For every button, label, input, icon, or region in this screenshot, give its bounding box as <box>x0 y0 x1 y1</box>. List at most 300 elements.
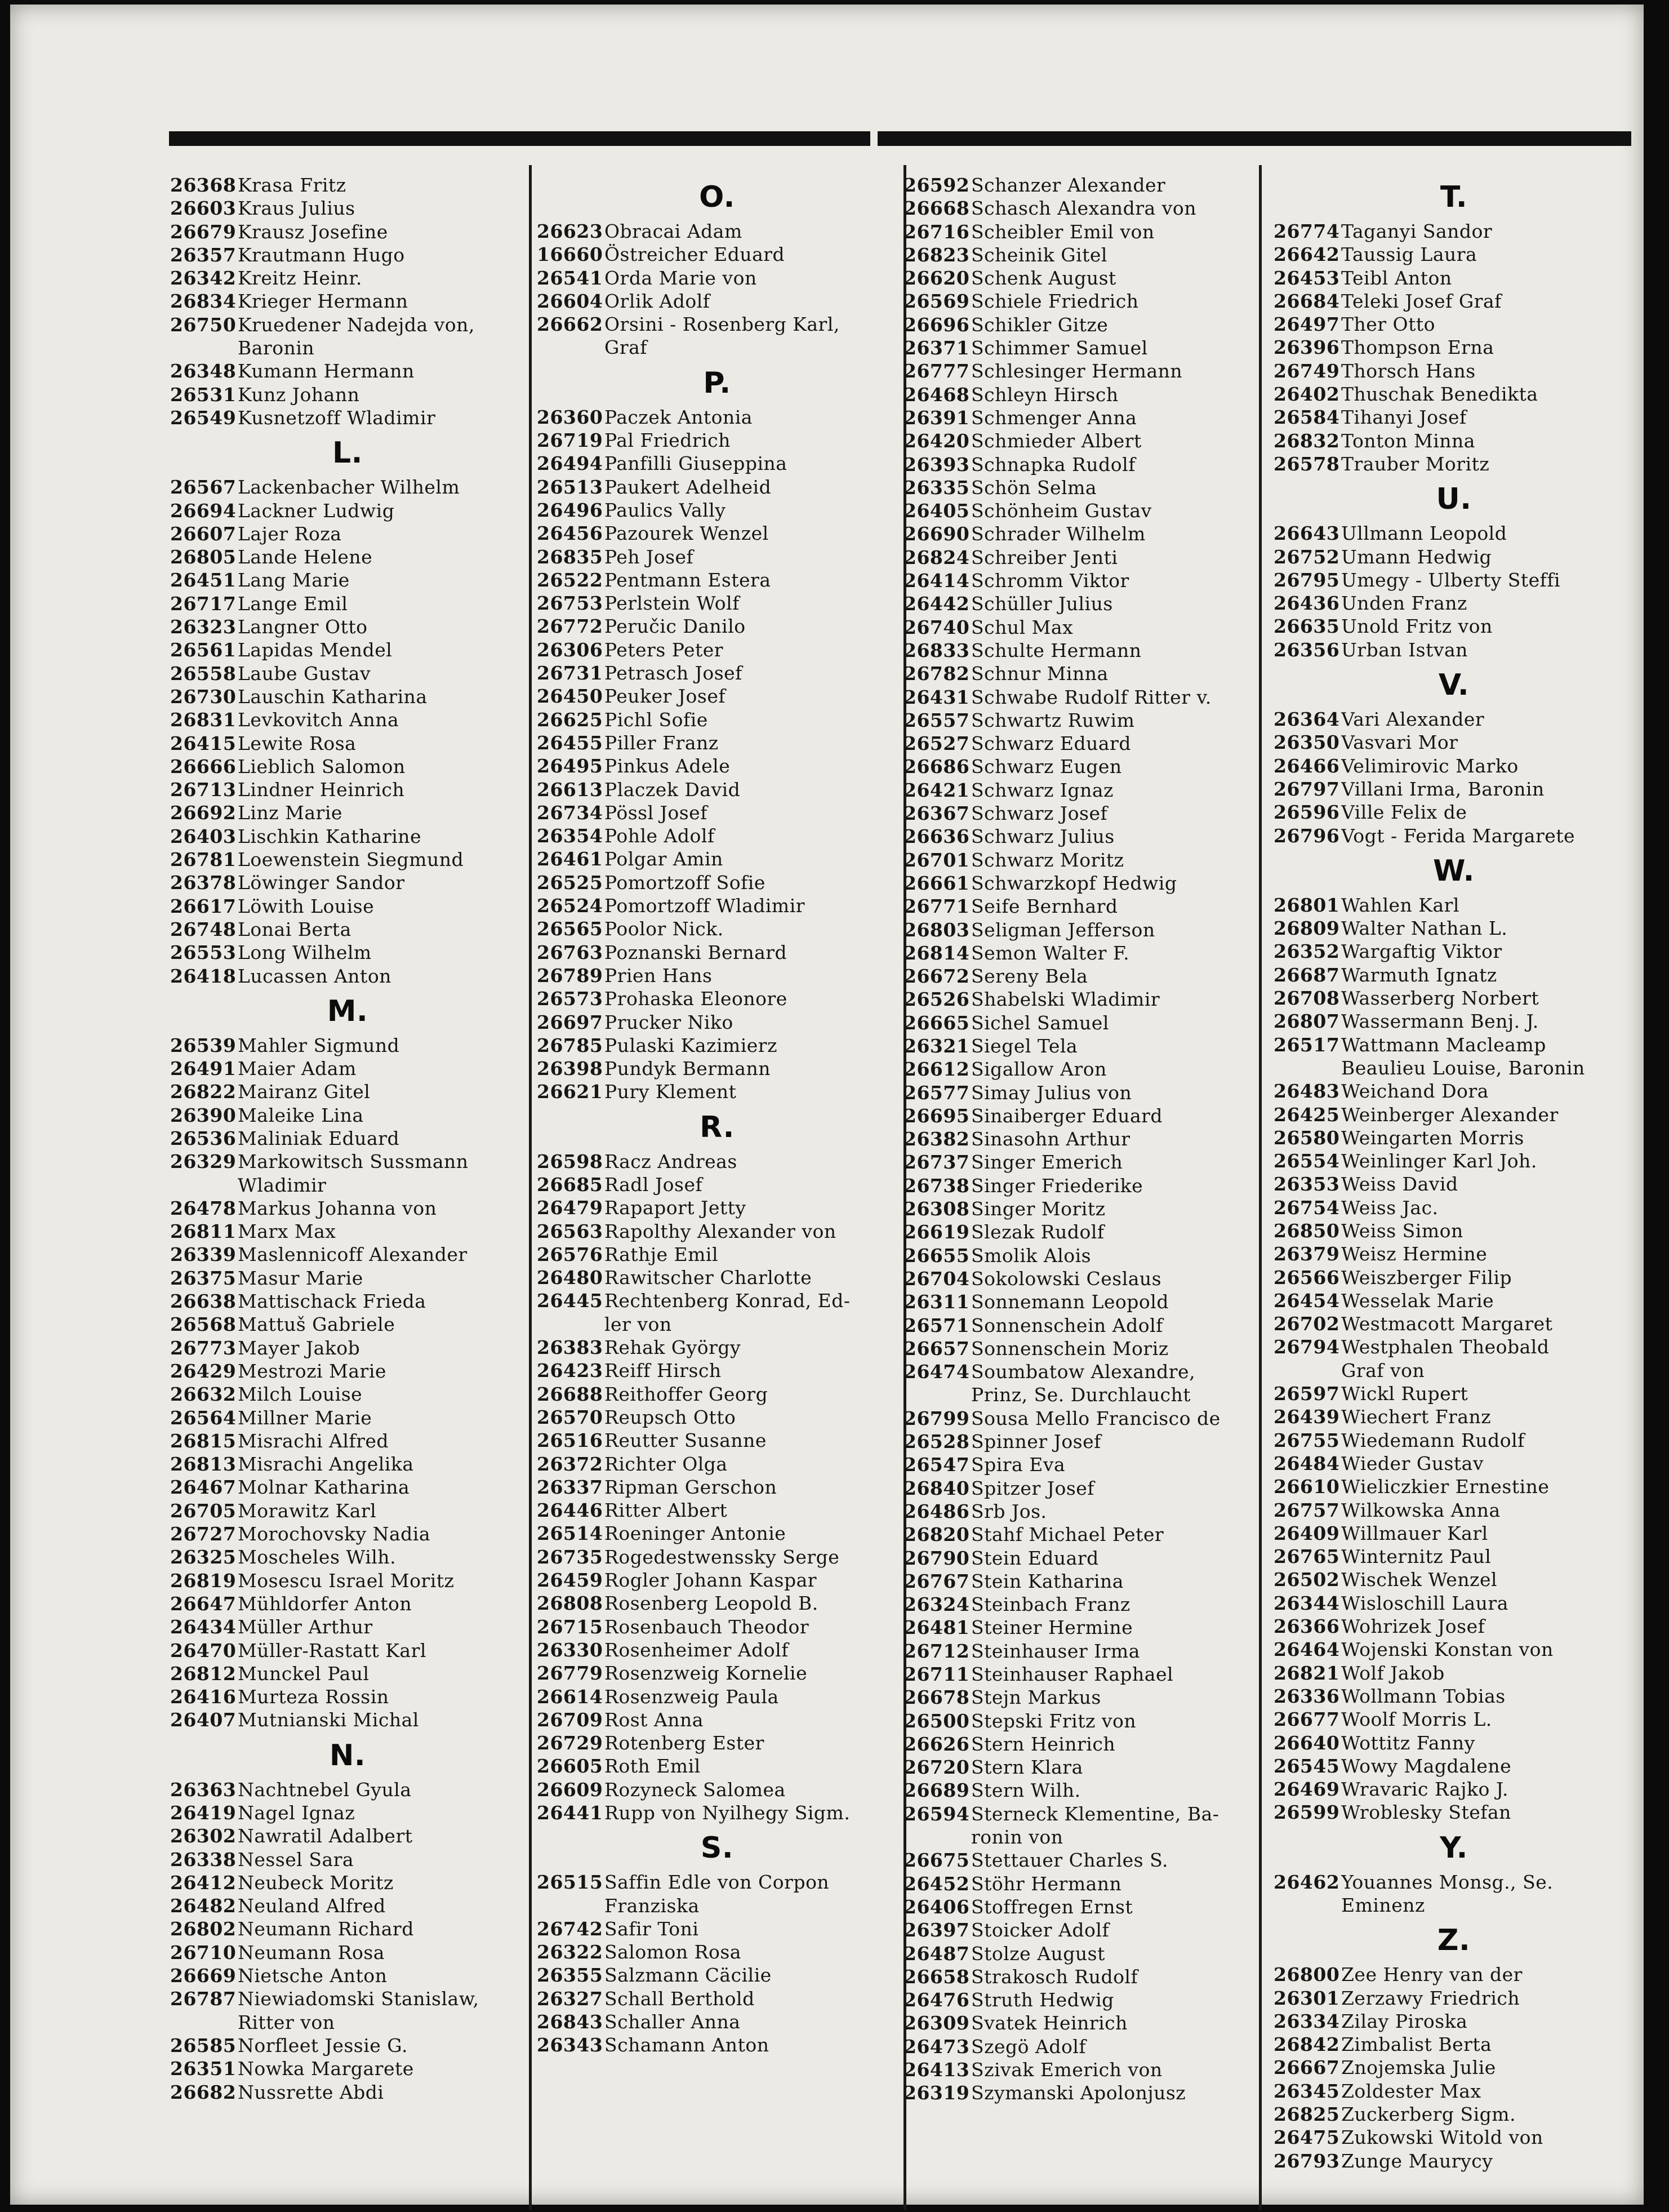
entry-name: Mühldorfer Anton <box>238 1592 412 1615</box>
entry-number: 26835 <box>537 545 603 568</box>
entry-number: 26834 <box>170 290 237 313</box>
entry-number: 26820 <box>904 1523 970 1546</box>
entry-number: 26607 <box>170 522 237 545</box>
entry-number: 26336 <box>1274 1685 1340 1707</box>
entry-name: Ville Felix de <box>1341 801 1467 824</box>
entry-number: 26795 <box>1274 568 1340 591</box>
list-item <box>904 546 1258 569</box>
list-item <box>537 1917 897 1940</box>
list-item <box>1274 1080 1634 1103</box>
list-item <box>904 406 1258 429</box>
list-item <box>904 1988 1258 2011</box>
entry-name: Sonnemann Leopold <box>971 1291 1169 1313</box>
list-item <box>537 1685 897 1708</box>
entry-number: 26309 <box>904 2012 970 2035</box>
entry-name: Teibl Anton <box>1341 266 1452 289</box>
entry-number: 26429 <box>170 1360 237 1382</box>
entry-number: 26731 <box>537 662 603 685</box>
list-item <box>904 616 1258 639</box>
entry-name: Schwarz Eugen <box>971 756 1122 778</box>
list-item <box>1274 1871 1634 1894</box>
list-item <box>537 917 897 940</box>
entry-name: Singer Emerich <box>971 1151 1123 1174</box>
entry-name: Loewenstein Siegmund <box>238 849 464 871</box>
list-item <box>904 313 1258 336</box>
entry-name: Peuker Josef <box>604 685 726 708</box>
list-item <box>1274 1568 1634 1591</box>
entry-name: Löwinger Sandor <box>238 872 405 894</box>
entry-name: Zuckerberg Sigm. <box>1341 2103 1516 2126</box>
list-item <box>537 661 897 685</box>
entry-name: Prucker Niko <box>604 1011 733 1033</box>
entry-name: Stein Katharina <box>971 1570 1124 1592</box>
entry-number: 26334 <box>1274 2010 1340 2032</box>
list-item <box>1274 917 1634 940</box>
entry-number: 26481 <box>904 1616 970 1639</box>
entry-number: 26812 <box>170 1662 237 1685</box>
entry-number: 26800 <box>1274 1964 1340 1986</box>
entry-name: Laube Gustav <box>238 662 371 685</box>
entry-number: 26594 <box>904 1802 970 1825</box>
entry-name-continuation: Graf <box>604 336 648 359</box>
list-item <box>904 755 1258 778</box>
list-item <box>1274 429 1634 452</box>
entry-name: Moscheles Wilh. <box>238 1546 397 1569</box>
entry-number: 26322 <box>537 1941 603 1964</box>
list-item <box>904 243 1258 266</box>
list-item <box>537 1592 897 1615</box>
entry-name: Schwarz Moritz <box>971 849 1124 871</box>
list-item <box>1274 1708 1634 1731</box>
entry-name: Vari Alexander <box>1341 708 1485 731</box>
entry-name: Schikler Gitze <box>971 313 1109 336</box>
list-item <box>170 1383 525 1406</box>
entry-number: 26531 <box>170 383 237 406</box>
entry-number: 26482 <box>170 1895 237 1917</box>
list-item <box>1274 778 1634 801</box>
list-item <box>170 965 525 988</box>
entry-name: Thorsch Hans <box>1341 359 1476 382</box>
list-item <box>537 964 897 987</box>
entry-name: Pundyk Bermann <box>604 1058 771 1080</box>
list-item <box>1274 824 1634 847</box>
entry-number: 26371 <box>904 337 970 359</box>
entry-name: Seligman Jefferson <box>971 918 1155 941</box>
list-item <box>904 1709 1258 1733</box>
entry-name: Pichl Sofie <box>604 708 708 731</box>
entry-number: 26843 <box>537 2011 603 2033</box>
entry-name: Stern Klara <box>971 1756 1083 1779</box>
entry-number: 26709 <box>537 1708 603 1731</box>
entry-number: 26662 <box>537 313 603 336</box>
entry-number: 26767 <box>904 1570 970 1592</box>
entry-name: Steinbach Franz <box>971 1593 1131 1616</box>
entry-name: Schnapka Rudolf <box>971 453 1136 476</box>
list-item <box>904 453 1258 476</box>
entry-name: Kruedener Nadejda von, <box>238 313 475 336</box>
entry-number: 26514 <box>537 1522 603 1545</box>
entry-name: Rosenzweig Paula <box>604 1685 779 1708</box>
entry-number: 26484 <box>1274 1452 1340 1474</box>
list-item <box>904 2058 1258 2081</box>
entry-number: 26702 <box>1274 1313 1340 1335</box>
list-item <box>1274 1149 1634 1172</box>
entry-name: Scheibler Emil von <box>971 220 1155 243</box>
entry-number: 26545 <box>1274 1755 1340 1777</box>
entry-number: 26308 <box>904 1198 970 1220</box>
entry-name: Pomortzoff Sofie <box>604 871 765 894</box>
entry-number: 26420 <box>904 430 970 452</box>
entry-number: 26715 <box>537 1615 603 1638</box>
list-item <box>170 941 525 964</box>
list-item <box>904 266 1258 290</box>
entry-name: Teleki Josef Graf <box>1341 290 1502 312</box>
entry-name: Pentmann Estera <box>604 568 771 591</box>
entry-name: Lackenbacher Wilhelm <box>238 476 460 499</box>
entry-name: Znojemska Julie <box>1341 2056 1496 2079</box>
list-item <box>904 1756 1258 1779</box>
list-item <box>537 220 897 243</box>
section-heading: P. <box>703 366 731 400</box>
entry-number: 26777 <box>904 360 970 383</box>
entry-number: 26619 <box>904 1221 970 1243</box>
entry-number: 26678 <box>904 1686 970 1709</box>
entry-name: Perlstein Wolf <box>604 592 740 615</box>
entry-number: 26355 <box>537 1964 603 1987</box>
entry-number: 26566 <box>1274 1266 1340 1289</box>
entry-number: 26407 <box>170 1709 237 1731</box>
entry-number: 26667 <box>1274 2056 1340 2079</box>
list-item <box>1274 1405 1634 1428</box>
list-item <box>170 615 525 638</box>
entry-number: 26719 <box>537 429 603 452</box>
entry-name: Stern Wilh. <box>971 1779 1081 1802</box>
list-item <box>170 266 525 290</box>
entry-name: Sokolowski Ceslaus <box>971 1267 1162 1290</box>
list-item <box>1274 2010 1634 2033</box>
list-item <box>537 778 897 801</box>
list-item <box>904 522 1258 545</box>
entry-number: 26809 <box>1274 917 1340 940</box>
entry-name: Spinner Josef <box>971 1431 1101 1453</box>
list-item <box>537 708 897 731</box>
entry-name: Mattischack Frieda <box>238 1290 426 1313</box>
entry-name: Wroblesky Stefan <box>1341 1801 1511 1824</box>
entry-number: 26414 <box>904 570 970 592</box>
entry-number: 26339 <box>170 1243 237 1266</box>
entry-number: 26327 <box>537 1987 603 2010</box>
entry-number: 26338 <box>170 1848 237 1871</box>
entry-number: 26592 <box>904 174 970 196</box>
list-item <box>170 290 525 313</box>
list-item <box>904 639 1258 662</box>
entry-name: Umegy - Ulberty Steffi <box>1341 568 1561 591</box>
entry-name-continuation: Baronin <box>238 337 315 359</box>
entry-number: 26643 <box>1274 522 1340 545</box>
list-item <box>170 732 525 755</box>
entry-number: 26603 <box>170 197 237 220</box>
entry-name: Pal Friedrich <box>604 429 731 452</box>
list-item <box>537 1522 897 1545</box>
list-item <box>1274 568 1634 592</box>
entry-number: 26479 <box>537 1197 603 1219</box>
list-item <box>1274 708 1634 731</box>
entry-number: 26563 <box>537 1220 603 1242</box>
list-item <box>537 1011 897 1034</box>
entry-name: Rapaport Jetty <box>604 1197 746 1219</box>
list-item <box>904 1733 1258 1756</box>
list-item <box>904 1197 1258 1220</box>
section-heading: W. <box>1433 854 1475 888</box>
entry-number: 26577 <box>904 1081 970 1104</box>
entry-number: 26685 <box>537 1173 603 1196</box>
entry-name: Walter Nathan L. <box>1341 917 1508 940</box>
entry-number: 26677 <box>1274 1708 1340 1731</box>
list-item <box>1274 1731 1634 1755</box>
entry-name: Morawitz Karl <box>238 1499 377 1522</box>
entry-number: 26441 <box>537 1802 603 1824</box>
entry-name: Schulte Hermann <box>971 639 1142 661</box>
entry-name: Steinhauser Raphael <box>971 1663 1174 1685</box>
entry-name: Schenk August <box>971 267 1116 290</box>
entry-name: Pomortzoff Wladimir <box>604 895 805 917</box>
entry-name: Schönheim Gustav <box>971 500 1152 522</box>
list-item <box>537 824 897 847</box>
entry-name: Levkovitch Anna <box>238 709 399 731</box>
entry-name: Umann Hedwig <box>1341 545 1492 568</box>
entry-name: Schasch Alexandra von <box>971 197 1196 220</box>
entry-number: 26597 <box>1274 1383 1340 1405</box>
entry-name: Trauber Moritz <box>1341 452 1490 475</box>
entry-name: Westmacott Margaret <box>1341 1313 1553 1335</box>
entry-number: 26679 <box>170 220 237 243</box>
entry-name: Lackner Ludwig <box>238 499 395 522</box>
list-item <box>904 2035 1258 2058</box>
list-item <box>537 313 897 336</box>
entry-name: Zerzawy Friedrich <box>1341 1987 1520 2009</box>
entry-number: 26712 <box>904 1640 970 1662</box>
entry-number: 26748 <box>170 918 237 940</box>
entry-number: 26487 <box>904 1942 970 1965</box>
list-item <box>904 988 1258 1011</box>
list-item <box>170 1964 525 1987</box>
entry-name: Schiele Friedrich <box>971 290 1139 313</box>
list-item <box>537 871 897 894</box>
entry-number: 26568 <box>170 1313 237 1336</box>
list-item <box>904 918 1258 941</box>
entry-name: Kunz Johann <box>238 383 360 406</box>
entry-number: 26612 <box>904 1058 970 1081</box>
entry-name: Weinlinger Karl Joh. <box>1341 1150 1537 1172</box>
entry-number: 26396 <box>1274 336 1340 359</box>
entry-number: 26794 <box>1274 1336 1340 1358</box>
entry-number: 26468 <box>904 383 970 406</box>
entry-number: 26686 <box>904 756 970 778</box>
entry-name: Mestrozi Marie <box>238 1360 386 1382</box>
list-item <box>1274 1662 1634 1685</box>
list-item <box>537 2010 897 2033</box>
list-item <box>1274 1755 1634 1778</box>
entry-number: 26781 <box>170 849 237 871</box>
entry-number: 26598 <box>537 1150 603 1172</box>
entry-name: Safir Toni <box>604 1917 699 1940</box>
entry-number: 26711 <box>904 1663 970 1685</box>
column-divider-3 <box>1259 165 1262 2210</box>
entry-name: Reupsch Otto <box>604 1406 736 1428</box>
list-item <box>1274 1266 1634 1289</box>
entry-name: Schaller Anna <box>604 2011 741 2033</box>
entry-number: 26740 <box>904 616 970 638</box>
list-item <box>904 359 1258 383</box>
entry-name: Mahler Sigmund <box>238 1034 400 1056</box>
list-item <box>170 1080 525 1103</box>
entry-number: 26409 <box>1274 1522 1340 1544</box>
entry-name: Neubeck Moritz <box>238 1871 394 1894</box>
list-item <box>1274 731 1634 754</box>
entry-number: 26779 <box>537 1662 603 1685</box>
list-item <box>170 1917 525 1940</box>
entry-number: 26367 <box>904 802 970 825</box>
entry-number: 26375 <box>170 1267 237 1289</box>
entry-number: 26782 <box>904 663 970 685</box>
entry-number: 26524 <box>537 895 603 917</box>
entry-name: Masur Marie <box>238 1267 363 1289</box>
entry-name: Ther Otto <box>1341 313 1436 336</box>
entry-number: 26352 <box>1274 940 1340 963</box>
entry-number: 26825 <box>1274 2103 1340 2126</box>
entry-name: Lande Helene <box>238 546 373 568</box>
entry-name: Prohaska Eleonore <box>604 988 787 1010</box>
entry-number: 26513 <box>537 476 603 498</box>
list-item <box>537 1940 897 1964</box>
list-item <box>170 1476 525 1499</box>
entry-name: Schmenger Anna <box>971 406 1137 429</box>
entry-name: Krieger Hermann <box>238 290 408 313</box>
entry-number: 26483 <box>1274 1080 1340 1103</box>
entry-number: 26345 <box>1274 2080 1340 2102</box>
entry-name: Rosenzweig Kornelie <box>604 1662 808 1685</box>
list-item <box>537 1964 897 1987</box>
entry-name: Müller-Rastatt Karl <box>238 1639 426 1662</box>
entry-number: 26525 <box>537 871 603 894</box>
entry-name: Rozyneck Salomea <box>604 1778 786 1801</box>
entry-number: 26462 <box>1274 1871 1340 1893</box>
entry-name: Wieder Gustav <box>1341 1452 1484 1474</box>
entry-number: 26502 <box>1274 1569 1340 1591</box>
entry-number: 26476 <box>904 1989 970 2011</box>
entry-number: 26403 <box>170 825 237 847</box>
entry-name: Wravaric Rajko J. <box>1341 1778 1509 1801</box>
list-item <box>170 871 525 894</box>
entry-number: 26549 <box>170 406 237 429</box>
entry-name: Singer Friederike <box>971 1174 1143 1197</box>
entry-name: Rehak György <box>604 1336 741 1359</box>
entry-name-continuation: Wladimir <box>238 1174 327 1196</box>
entry-number: 26738 <box>904 1174 970 1197</box>
entry-number: 26330 <box>537 1638 603 1661</box>
entry-number: 26647 <box>170 1592 237 1615</box>
list-item <box>170 1778 525 1801</box>
entry-name: Schreiber Jenti <box>971 546 1118 568</box>
entry-number: 26682 <box>170 2081 237 2103</box>
list-item <box>1274 1545 1634 1568</box>
entry-name: Rosenheimer Adolf <box>604 1638 789 1661</box>
list-item <box>170 2081 525 2104</box>
entry-name: Strakosch Rudolf <box>971 1965 1138 1988</box>
list-item <box>904 1267 1258 1290</box>
entry-name: Norfleet Jessie G. <box>238 2034 408 2056</box>
list-item <box>537 1615 897 1638</box>
list-item <box>170 1545 525 1569</box>
list-item <box>904 662 1258 685</box>
entry-number: 26642 <box>1274 243 1340 266</box>
entry-number: 26752 <box>1274 545 1340 568</box>
entry-number: 26390 <box>170 1104 237 1126</box>
entry-name: Petrasch Josef <box>604 662 742 685</box>
list-item <box>904 1523 1258 1546</box>
entry-name: Paczek Antonia <box>604 406 753 428</box>
header-rule-right <box>878 131 1631 146</box>
entry-name: Westphalen Theobald <box>1341 1336 1550 1358</box>
entry-name: Schanzer Alexander <box>971 174 1166 196</box>
column-2 <box>537 174 897 2057</box>
entry-number: 26364 <box>1274 708 1340 731</box>
list-item <box>537 429 897 452</box>
entry-name-continuation: Prinz, Se. Durchlaucht <box>971 1384 1191 1406</box>
list-item <box>170 1824 525 1847</box>
entry-name: Wassermann Benj. J. <box>1341 1010 1539 1033</box>
entry-number: 26655 <box>904 1244 970 1267</box>
entry-name: Müller Arthur <box>238 1616 373 1638</box>
entry-number: 26688 <box>537 1383 603 1405</box>
entry-number: 26348 <box>170 360 237 383</box>
entry-number: 26573 <box>537 988 603 1010</box>
entry-number: 26497 <box>1274 313 1340 336</box>
list-item <box>904 849 1258 872</box>
entry-number: 26442 <box>904 593 970 615</box>
entry-name: Kraus Julius <box>238 197 355 220</box>
list-item <box>904 476 1258 499</box>
list-item <box>1274 963 1634 987</box>
entry-number: 26353 <box>1274 1173 1340 1196</box>
entry-number: 26613 <box>537 778 603 801</box>
list-item <box>170 313 525 336</box>
list-item <box>170 1662 525 1685</box>
entry-number: 26665 <box>904 1011 970 1034</box>
entry-number: 26302 <box>170 1825 237 1847</box>
list-item <box>904 290 1258 313</box>
entry-name: Lajer Roza <box>238 522 342 545</box>
list-item <box>170 1336 525 1360</box>
entry-number: 26354 <box>537 825 603 847</box>
entry-name: Wischek Wenzel <box>1341 1569 1498 1591</box>
entry-name: Steiner Hermine <box>971 1616 1133 1639</box>
entry-name: Langner Otto <box>238 616 368 638</box>
list-item <box>537 1080 897 1103</box>
entry-name: Molnar Katharina <box>238 1476 410 1499</box>
entry-number: 26541 <box>537 266 603 289</box>
entry-name: Smolik Alois <box>971 1244 1092 1267</box>
list-item <box>537 1243 897 1266</box>
entry-name-continuation: Franziska <box>604 1894 700 1917</box>
entry-number: 26415 <box>170 732 237 754</box>
entry-number: 26342 <box>170 267 237 290</box>
entry-number: 26831 <box>170 709 237 731</box>
list-item <box>170 1313 525 1336</box>
entry-name: Zimbalist Berta <box>1341 2033 1492 2056</box>
section-heading: M. <box>327 994 368 1028</box>
entry-name: Wiedemann Rudolf <box>1341 1429 1525 1451</box>
